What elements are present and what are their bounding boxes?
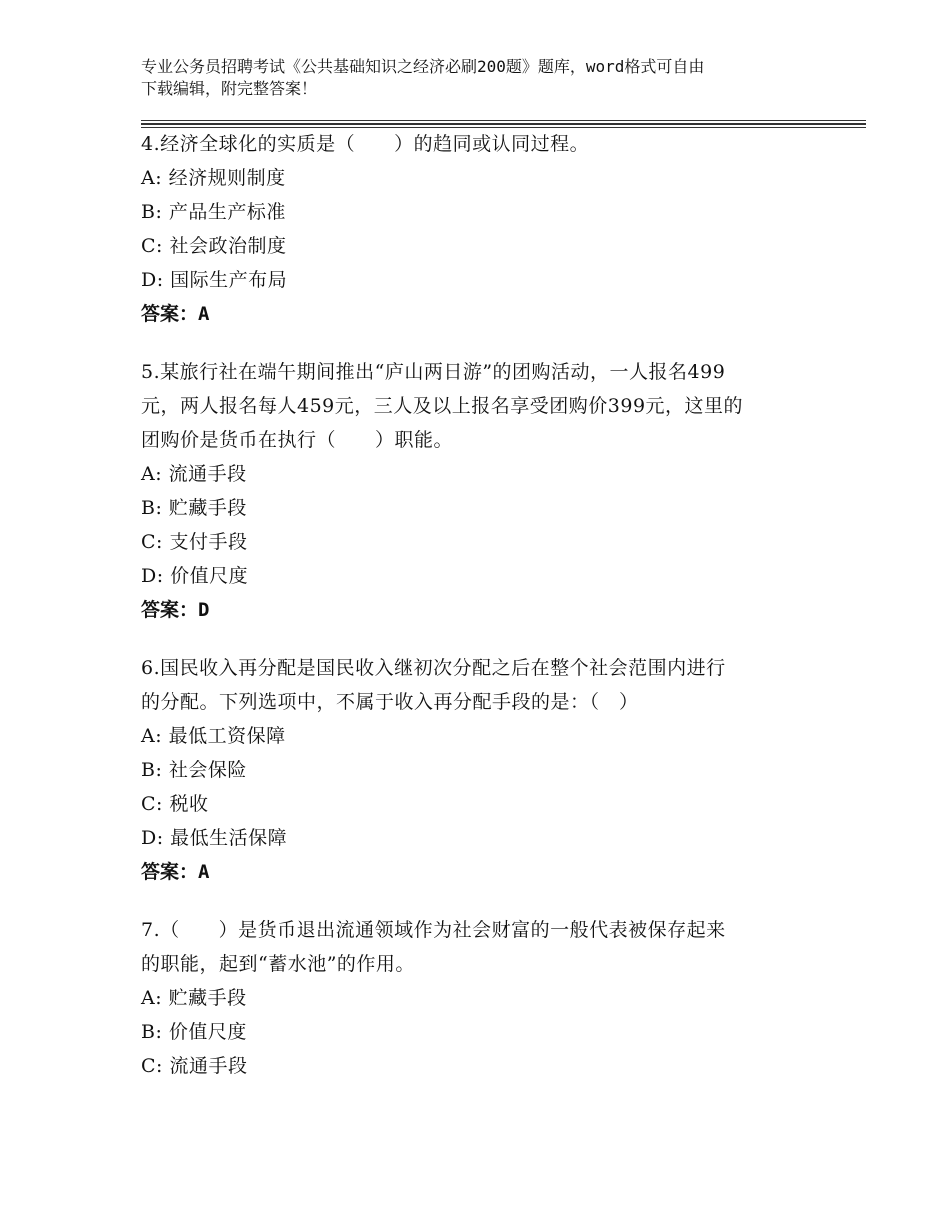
header-line-1: 专业公务员招聘考试《公共基础知识之经济必刷200题》题库，word格式可自由 <box>141 57 705 76</box>
question-stem-line-2: 元，两人报名每人459元，三人及以上报名享受团购价399元，这里的 <box>141 395 744 417</box>
option-b: B: 产品生产标准 <box>141 201 286 223</box>
option-c: C: 税收 <box>141 793 209 815</box>
option-c: C: 流通手段 <box>141 1055 248 1077</box>
option-b: B: 价值尺度 <box>141 1021 247 1043</box>
option-a: A: 最低工资保障 <box>141 725 286 747</box>
question-stem-line-1: 6.国民收入再分配是国民收入继初次分配之后在整个社会范围内进行 <box>141 657 726 679</box>
option-d: D: 最低生活保障 <box>141 827 288 849</box>
question-stem-line-2: 的职能，起到“蓄水池”的作用。 <box>141 953 415 975</box>
question-6 <box>141 651 821 889</box>
option-d: D: 价值尺度 <box>141 565 249 587</box>
question-5 <box>141 355 821 627</box>
option-a: A: 流通手段 <box>141 463 247 485</box>
header-divider-middle <box>141 123 866 125</box>
option-a: A: 贮藏手段 <box>141 987 247 1009</box>
header-divider-top <box>141 120 866 121</box>
question-list <box>141 127 821 1107</box>
option-b: B: 社会保险 <box>141 759 247 781</box>
question-stem: 4.经济全球化的实质是（ ）的趋同或认同过程。 <box>141 133 590 155</box>
option-b: B: 贮藏手段 <box>141 497 247 519</box>
option-a: A: 经济规则制度 <box>141 167 286 189</box>
header-line-2: 下载编辑，附完整答案！ <box>141 79 318 98</box>
question-4 <box>141 127 821 331</box>
option-c: C: 社会政治制度 <box>141 235 287 257</box>
document-header <box>141 56 821 100</box>
question-7 <box>141 913 821 1083</box>
question-stem-line-1: 5.某旅行社在端午期间推出“庐山两日游”的团购活动，一人报名499 <box>141 361 726 383</box>
question-stem-line-3: 团购价是货币在执行（ ）职能。 <box>141 429 454 451</box>
question-stem-line-1: 7.（ ）是货币退出流通领域作为社会财富的一般代表被保存起来 <box>141 919 726 941</box>
answer-line: 答案：D <box>141 599 210 621</box>
question-stem-line-2: 的分配。下列选项中，不属于收入再分配手段的是：（ ） <box>141 691 639 713</box>
answer-line: 答案：A <box>141 303 210 325</box>
option-d: D: 国际生产布局 <box>141 269 288 291</box>
option-c: C: 支付手段 <box>141 531 248 553</box>
answer-line: 答案：A <box>141 861 210 883</box>
